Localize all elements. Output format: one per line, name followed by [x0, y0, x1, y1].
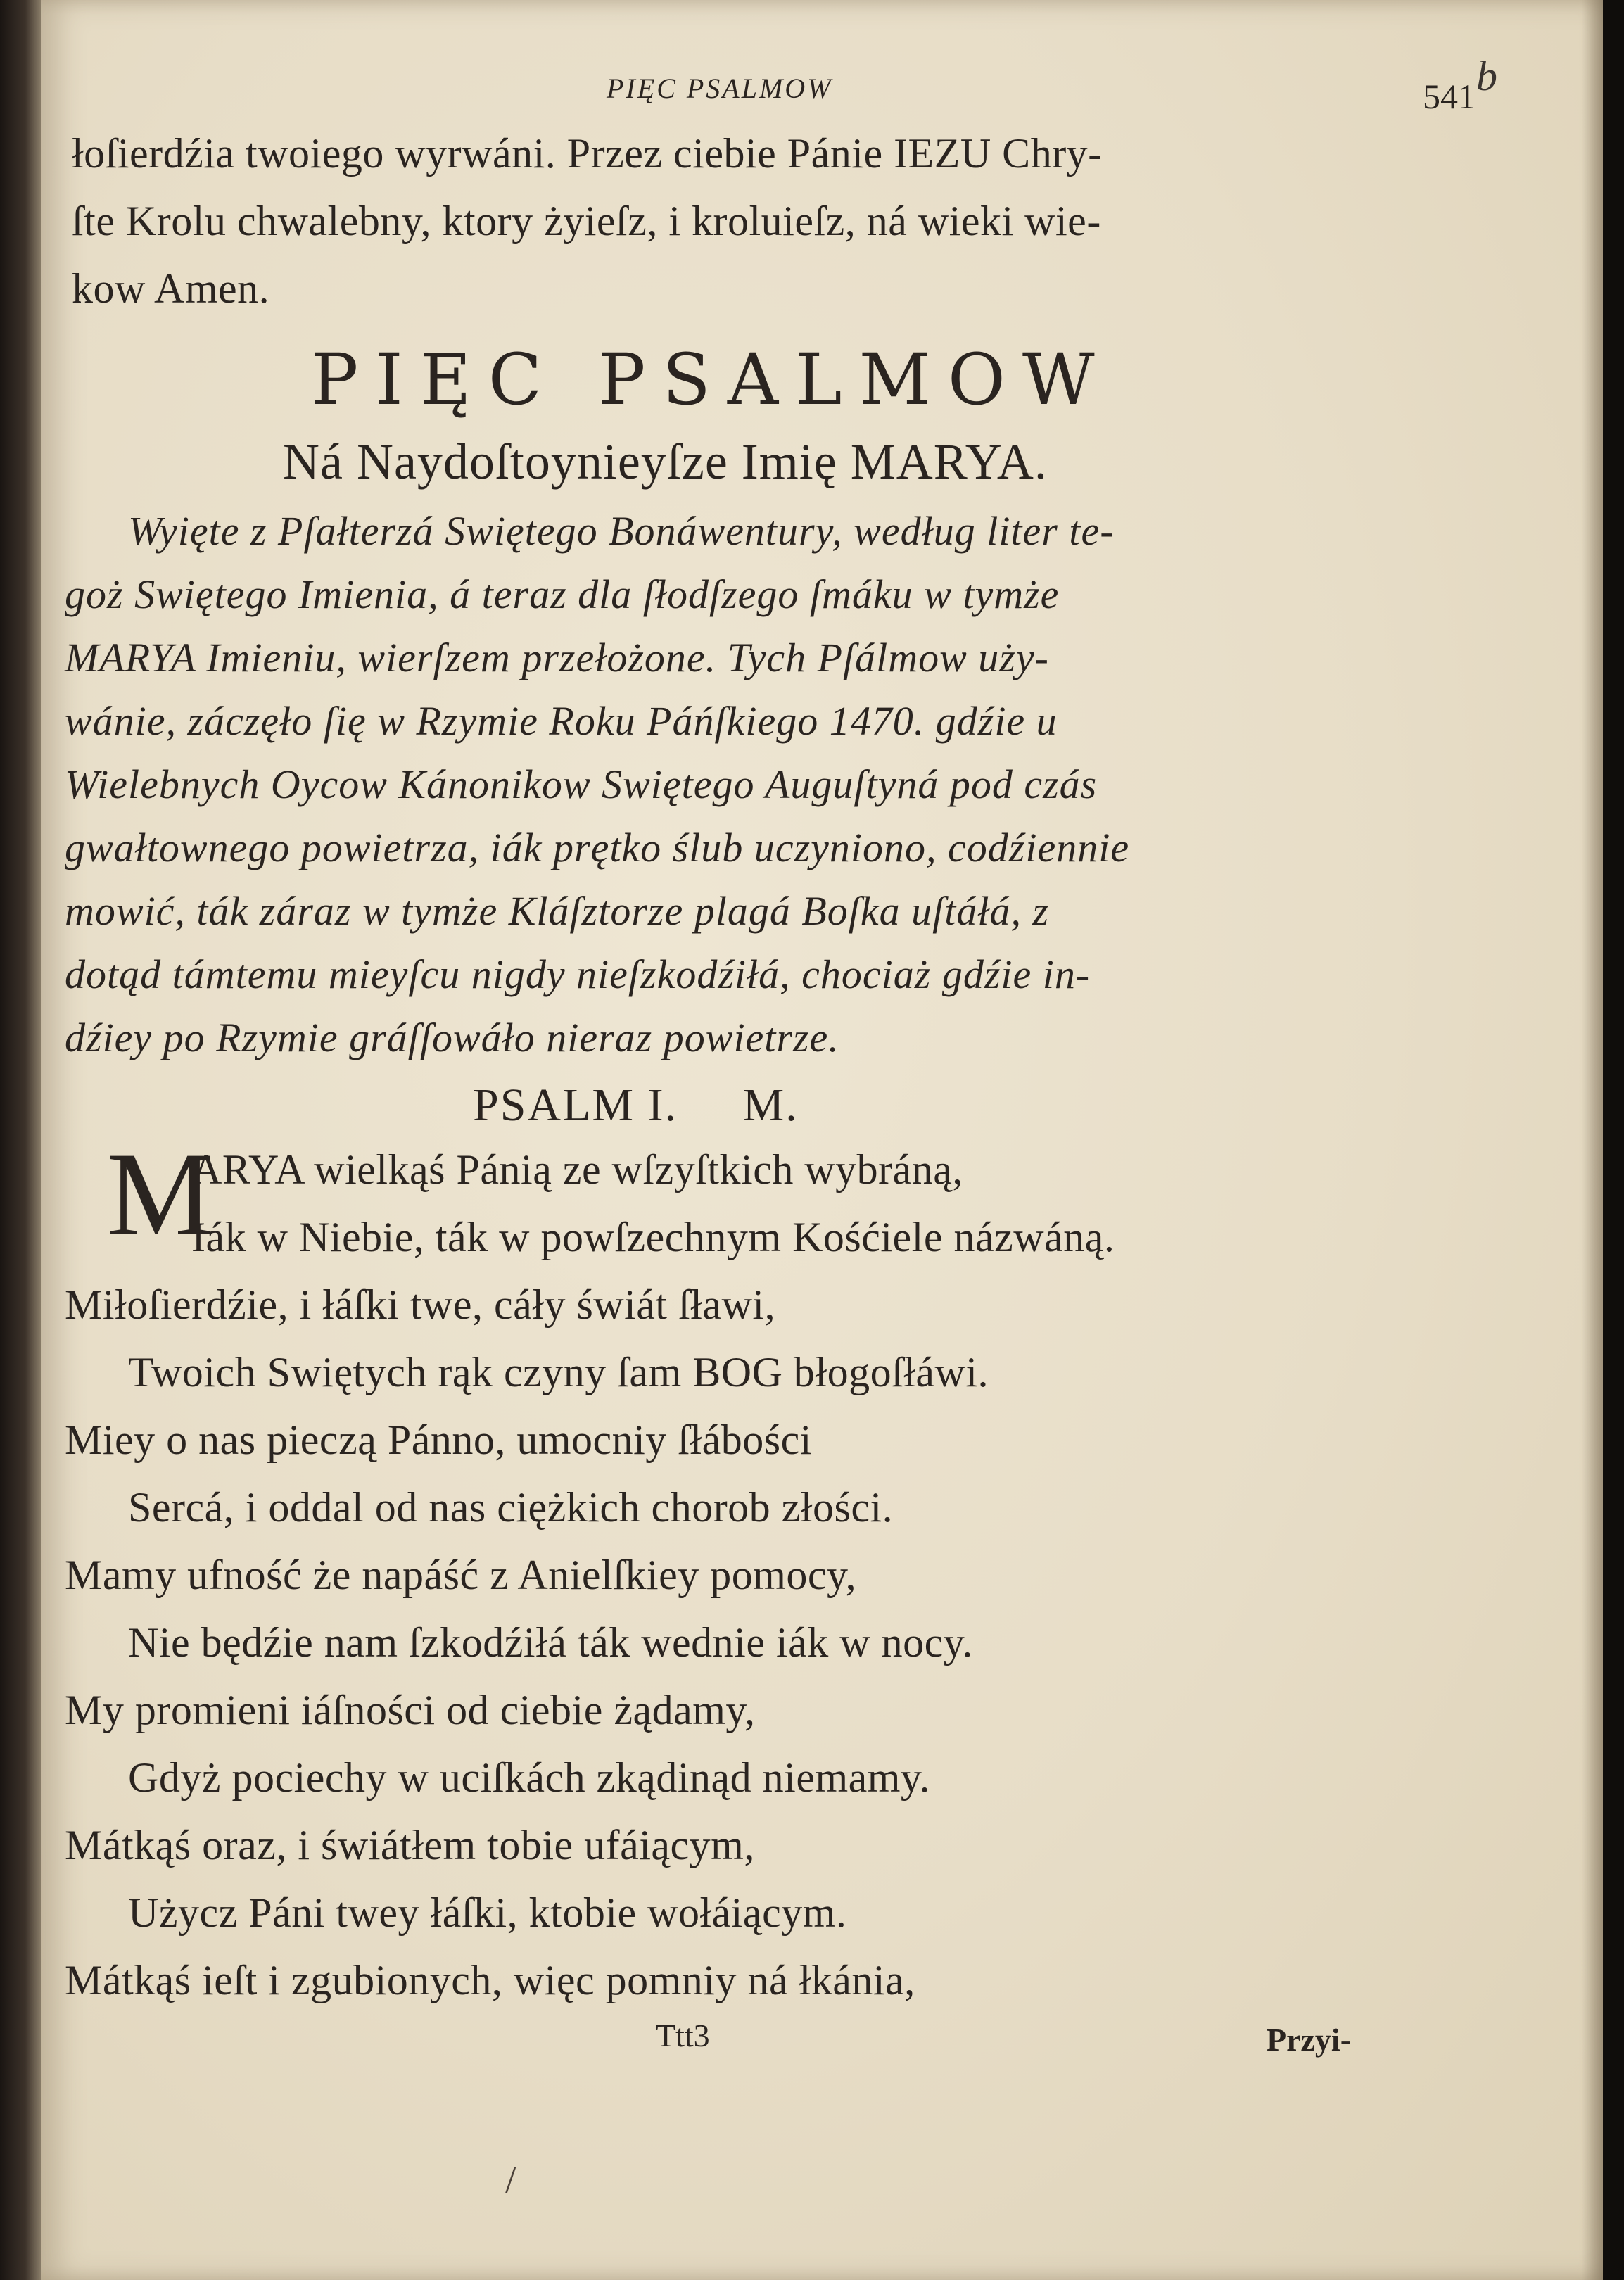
intro-line: dotąd támtemu mieyſcu nigdy nieſzkodźiłá, chociaż gdźie in- [65, 951, 1091, 997]
verse-line: ARYA wielkąś Pánią ze wſzyſtkich wybráną, [191, 1146, 963, 1193]
section-title: PIĘC PSALMOW [311, 338, 1112, 421]
bottom-mark: / [505, 2158, 516, 2202]
psalm-heading: PSALM I. M. [473, 1079, 799, 1131]
verse-line: Miey o nas pieczą Pánno, umocniy ſłábości [65, 1417, 812, 1463]
verse-line: Mátkąś oraz, i świátłem tobie ufáiącym, [65, 1822, 755, 1868]
intro-line: Wyięte z Pſałterzá Swiętego Bonáwentury, według liter te- [128, 508, 1115, 554]
intro-line: Wielebnych Oycow Kánonikow Swiętego Auguſtyná pod czás [65, 761, 1098, 807]
carryover-line: kow Amen. [72, 265, 270, 312]
verse-line: Miłoſierdźie, i łáſki twe, cáły świát ſławi, [65, 1281, 776, 1328]
verse-line: Sercá, i oddal od nas ciężkich chorob złości. [128, 1484, 894, 1531]
intro-line: dźiey po Rzymie gráſſowáło nieraz powietrze. [65, 1015, 839, 1060]
intro-line: goż Swiętego Imienia, á teraz dla ſłodſzego ſmáku w tymże [65, 571, 1060, 617]
carryover-line: ſte Krolu chwalebny, ktory żyieſz, i kroluieſz, ná wieki wie- [72, 198, 1101, 244]
verse-line: Nie będźie nam ſzkodźiłá ták wednie iák w nocy. [128, 1619, 973, 1666]
verse-line: Mátkąś ieſt i zgubionych, więc pomniy ná łkánia, [65, 1957, 915, 2003]
verse-line: Użycz Páni twey łáſki, ktobie wołáiącym. [128, 1889, 847, 1936]
intro-line: MARYA Imieniu, wierſzem przełożone. Tych Pſálmow uży- [65, 635, 1049, 680]
signature-mark: Ttt3 [656, 2018, 710, 2053]
verse-line: My promieni iáſności od ciebie żądamy, [65, 1687, 756, 1733]
intro-line: mowić, ták záraz w tymże Kláſztorze plagá Boſka uſtáłá, z [65, 888, 1050, 934]
verse-line: Twoich Swiętych rąk czyny ſam BOG błogoſłáwi. [128, 1349, 989, 1395]
section-subtitle: Ná Naydoſtoynieyſze Imię MARYA. [283, 433, 1048, 490]
running-head: PIĘC PSALMOW [607, 72, 833, 104]
verse-line: Mamy ufność że napáść z Anielſkiey pomocy, [65, 1552, 857, 1598]
book-page [41, 0, 1603, 2280]
carryover-line: łoſierdźia twoiego wyrwáni. Przez ciebie Pánie IEZU Chry- [72, 130, 1103, 177]
page-number: 541 [1423, 77, 1476, 116]
verse-line: Iák w Niebie, ták w powſzechnym Kośćiele názwáną. [191, 1214, 1115, 1260]
drop-cap: M [107, 1128, 214, 1260]
intro-line: gwałtownego powietrza, iák prętko ślub uczyniono, codźiennie [65, 825, 1130, 870]
intro-line: wánie, záczęło ſię w Rzymie Roku Páńſkiego 1470. gdźie u [65, 698, 1058, 744]
catchword: Przyi- [1267, 2022, 1352, 2058]
handwritten-note: b [1476, 53, 1497, 99]
verse-line: Gdyż pociechy w uciſkách zkądinąd niemamy. [128, 1754, 931, 1801]
